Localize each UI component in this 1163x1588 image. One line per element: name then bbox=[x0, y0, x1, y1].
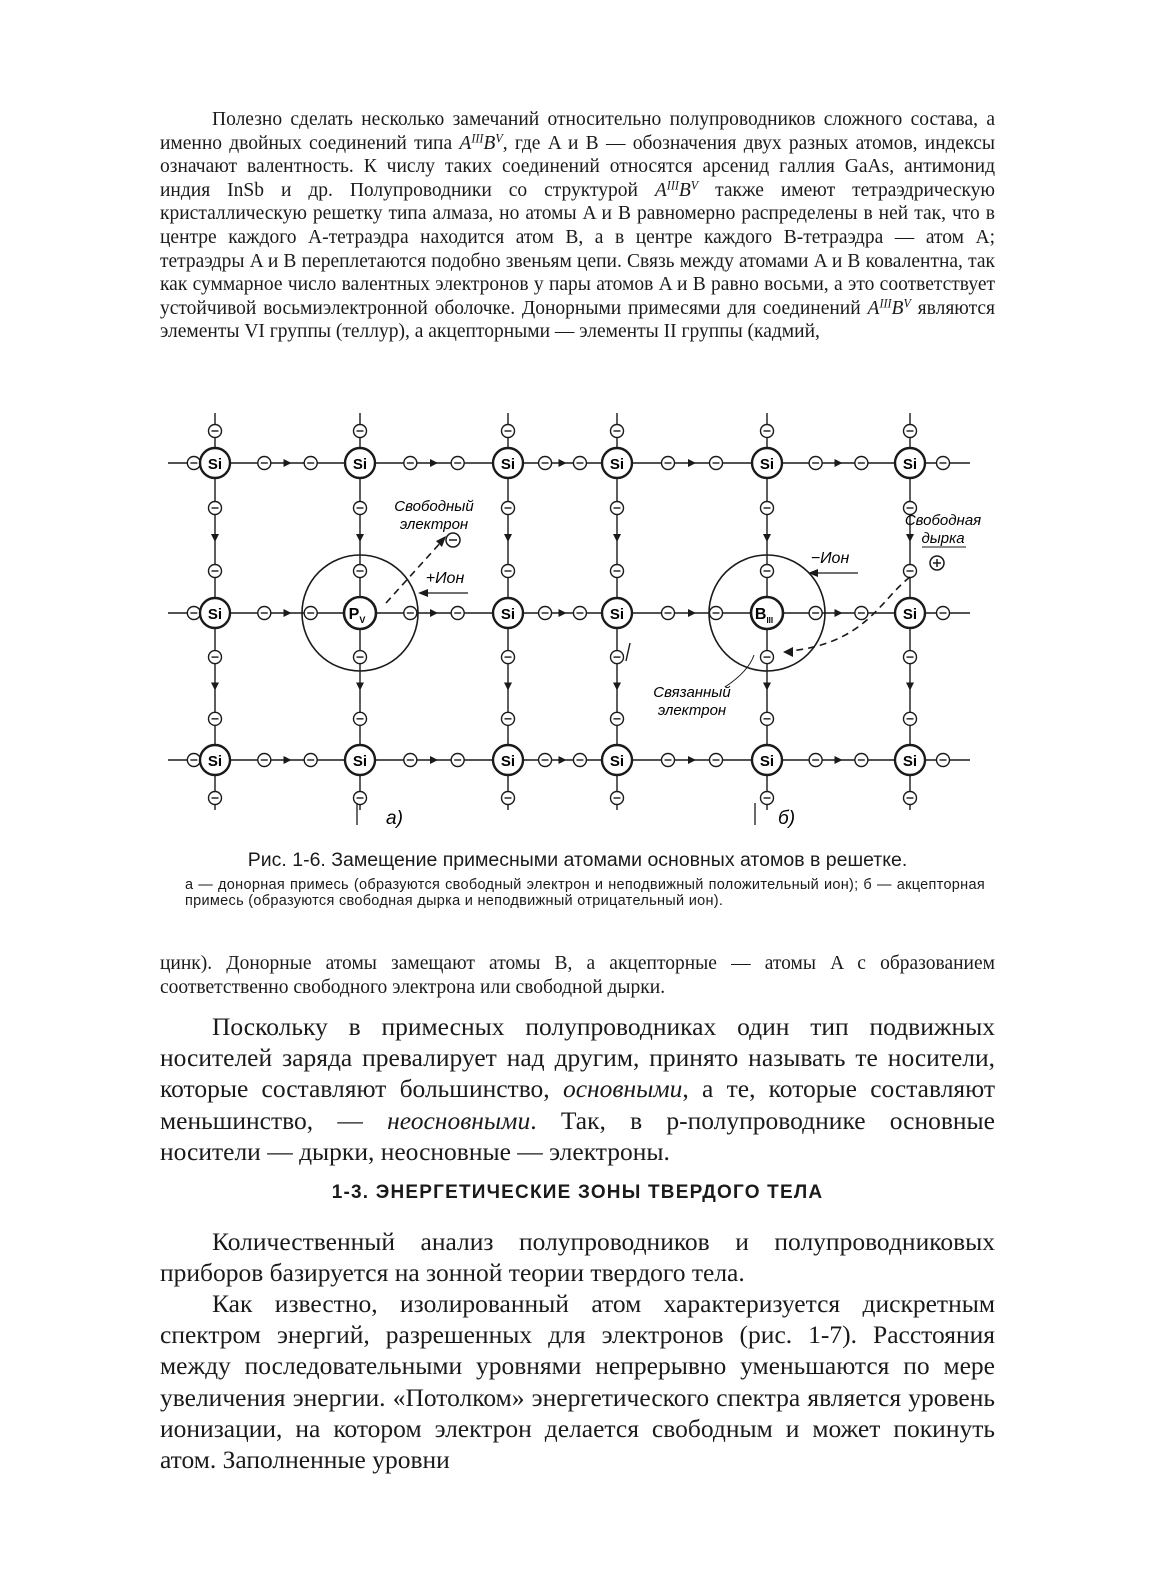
silicon-atom-label: Si bbox=[759, 753, 775, 770]
silicon-atom-label: Si bbox=[609, 606, 625, 623]
bond-arrow bbox=[430, 756, 438, 764]
formula-aiii-bv: $A^{III}B^V$ bbox=[654, 178, 699, 201]
p1-text-d: являются элементы VI группы (теллур), а акцепторными — элементы II группы (кадмий, bbox=[160, 297, 995, 343]
donor-atom-label: $P_V$ bbox=[348, 606, 366, 625]
bond-arrow bbox=[688, 609, 696, 617]
paragraph-compound-semiconductors bbox=[160, 108, 995, 344]
bond-arrow bbox=[430, 459, 438, 467]
silicon-atom-label: Si bbox=[207, 606, 223, 623]
p3-text-a: Поскольку в примесных полупроводниках один тип подвижных носителей заряда превалирует над другим, принято называть те носители, которые составляют большинство, bbox=[160, 1012, 995, 1104]
silicon-atom-label: Si bbox=[902, 606, 918, 623]
bond-arrow bbox=[688, 459, 696, 467]
p3-text-b: , а те, которые составляют меньшинство, — bbox=[160, 1074, 996, 1135]
bond-arrow bbox=[284, 609, 292, 617]
label-free-electron: электрон bbox=[399, 516, 469, 533]
bond-arrow bbox=[430, 609, 438, 617]
label-part-b: б) bbox=[778, 808, 796, 829]
paragraph-band-theory: Количественный анализ полупроводников и полупроводниковых приборов базируется на зонной теории твердого тела. bbox=[160, 1227, 995, 1288]
bond-arrow bbox=[356, 534, 364, 542]
bond-arrow bbox=[835, 609, 843, 617]
bond-arrow bbox=[504, 534, 512, 542]
bond-arrow bbox=[284, 459, 292, 467]
bond-arrow bbox=[688, 756, 696, 764]
bond-arrow bbox=[906, 683, 914, 691]
figure-caption-title: Рис. 1-6. Замещение примесными атомами основных атомов в решетке. bbox=[247, 849, 908, 871]
p1-text-c: также имеют тетраэдрическую кристаллическую решетку типа алмаза, но атомы A и B равномерно распределены в ней так, что в центре каждого А-тетраэдра находится атом B, а в центре каждого В-тетраэдра — атом A; тетраэдры A и B переплетаются подобно звеньям цепи. Связь между атомами A и B ковалентна, так как суммарное число валентных электронов у пары атомов A и B равно восьми, а это соответствует устойчивой восьмиэлектронной оболочке. Донорными примесями для соединений bbox=[160, 179, 995, 319]
bond-arrow bbox=[211, 534, 219, 542]
silicon-atom-label: Si bbox=[500, 456, 516, 473]
paragraph-carriers bbox=[160, 1011, 995, 1167]
bond-arrow bbox=[906, 534, 914, 542]
bond-arrow bbox=[504, 683, 512, 691]
bond-arrow bbox=[835, 459, 843, 467]
arrow-head bbox=[783, 647, 793, 657]
p3-text-c: . Так, в p-полупроводнике основные носители — дырки, неосновные — электроны. bbox=[160, 1105, 995, 1166]
bond-arrow bbox=[613, 683, 621, 691]
silicon-atom-label: Si bbox=[207, 456, 223, 473]
silicon-atom-label: Si bbox=[902, 456, 918, 473]
label-minus-ion: −Ион bbox=[810, 550, 850, 567]
bond-arrow bbox=[211, 683, 219, 691]
p1-text-a: Полезно сделать несколько замечаний относительно полупроводников сложного состава, а именно двойных соединений типа bbox=[160, 109, 995, 154]
bond-arrow bbox=[763, 534, 771, 542]
silicon-atom-label: Si bbox=[352, 753, 368, 770]
bond-arrow bbox=[763, 683, 771, 691]
figure-caption-body: а — донорная примесь (образуются свободный электрон и неподвижный положительный ион); б — акцепторная примесь (образуются свободная дырка и неподвижный отрицательный ион). bbox=[185, 877, 985, 909]
bond-arrow bbox=[559, 459, 567, 467]
label-bound-electron: электрон bbox=[657, 702, 727, 719]
arrow-head bbox=[808, 569, 818, 577]
silicon-atom-label: Si bbox=[609, 753, 625, 770]
formula-aiii-bv: $A^{III}B^V$ bbox=[459, 130, 503, 154]
bond-arrow bbox=[356, 683, 364, 691]
silicon-atom-label: Si bbox=[609, 456, 625, 473]
p1-text-b: , где A и B — обозначения двух разных атомов, индексы означают валентность. К числу таких соединений относятся арсенид галлия GaAs, антимонид индия InSb и др. Полупроводники со структурой bbox=[160, 132, 995, 201]
term-minority: неосновными bbox=[387, 1105, 531, 1135]
bond-arrow bbox=[284, 756, 292, 764]
paragraph-isolated-atom: Как известно, изолированный атом характеризуется дискретным спектром энергий, разрешенных для электронов (рис. 1-7). Расстояния между последовательными уровнями непрерывно уменьшаются по мере увеличения энергии. «Потолком» энергетического спектра является уровень ионизации, на котором электрон делается свободным и может покинуть атом. Заполненные уровни bbox=[160, 1289, 995, 1475]
label-free-electron: Свободный bbox=[394, 498, 474, 515]
lattice-bonds bbox=[168, 413, 970, 810]
label-part-a: а) bbox=[386, 808, 403, 829]
section-heading: 1-3. ЭНЕРГЕТИЧЕСКИЕ ЗОНЫ ТВЕРДОГО ТЕЛА bbox=[331, 1182, 824, 1203]
acceptor-atom-label: $B_{III}$ bbox=[754, 606, 774, 625]
lattice-figure bbox=[150, 405, 990, 845]
term-majority: основными bbox=[562, 1074, 683, 1104]
label-bound-electron: Связанный bbox=[653, 684, 731, 701]
label-free-hole: дырка bbox=[921, 530, 965, 547]
bound-label-leader bbox=[725, 655, 754, 687]
bond-arrow bbox=[835, 756, 843, 764]
silicon-atom-label: Si bbox=[500, 753, 516, 770]
arrow-head bbox=[418, 589, 428, 597]
bond-arrow bbox=[613, 534, 621, 542]
silicon-atom-label: Si bbox=[352, 456, 368, 473]
silicon-atom-label: Si bbox=[500, 606, 516, 623]
bond-arrow bbox=[559, 609, 567, 617]
bound-electron-path bbox=[790, 577, 910, 651]
paragraph-donor-acceptor: цинк). Донорные атомы замещают атомы B, а акцепторные — атомы A с образованием соответственно свободного электрона или свободной дырки. bbox=[160, 953, 995, 998]
silicon-atom-label: Si bbox=[902, 753, 918, 770]
formula-aiii-bv: $A^{III}B^V$ bbox=[867, 296, 911, 319]
bond-arrow bbox=[559, 756, 567, 764]
label-plus-ion: +Ион bbox=[425, 570, 465, 587]
silicon-atom-label: Si bbox=[759, 456, 775, 473]
silicon-atom-label: Si bbox=[207, 753, 223, 770]
label-free-hole: Свободная bbox=[904, 512, 982, 529]
break-mark bbox=[626, 643, 630, 661]
